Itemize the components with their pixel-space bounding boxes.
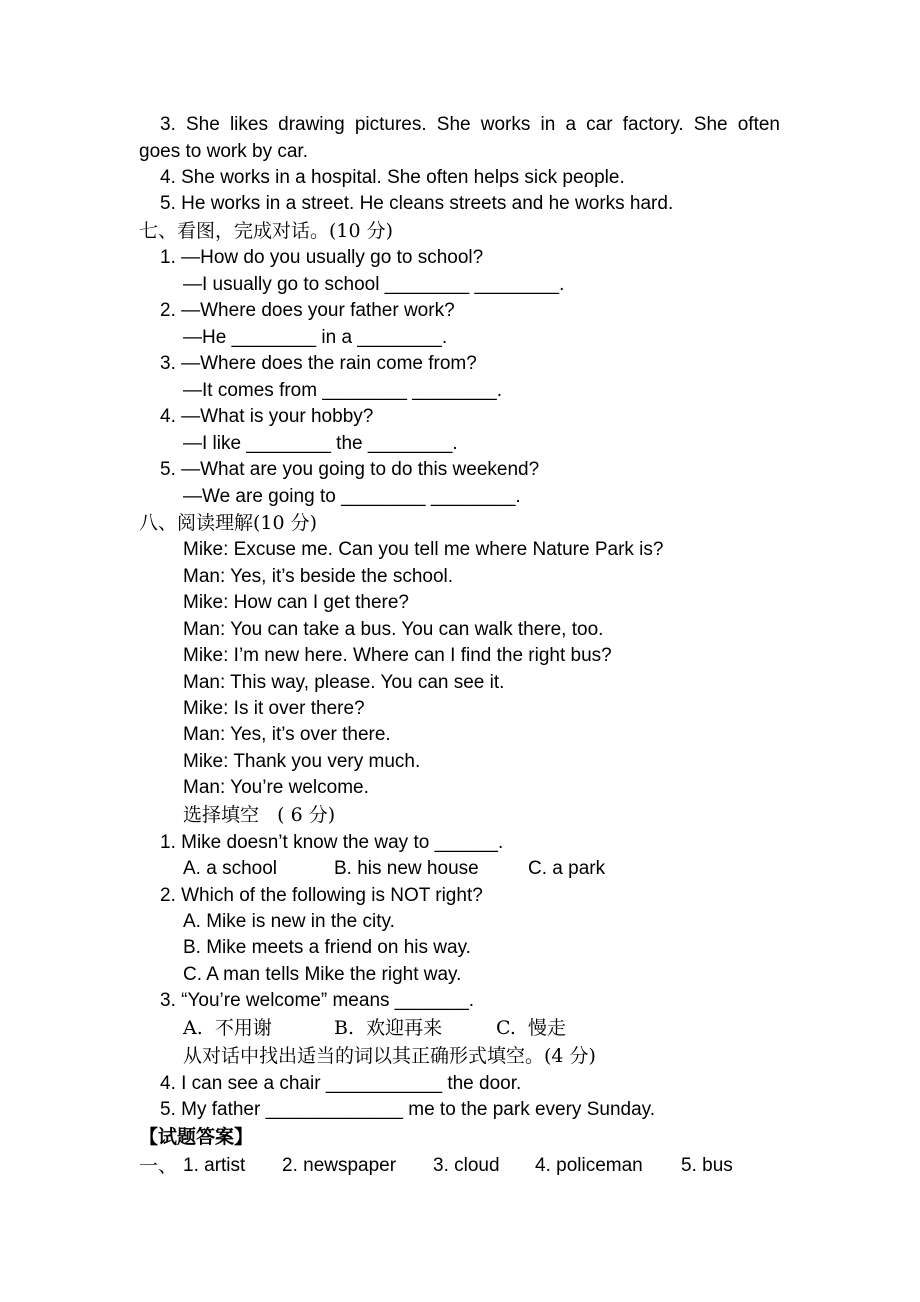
- sec7-a2: —He ________ in a ________.: [183, 327, 448, 348]
- option-a: A. 不用谢: [183, 1017, 272, 1039]
- section-8-heading: 八、阅读理解(10 分): [139, 512, 318, 534]
- option-c: C. a park: [528, 858, 606, 879]
- answer-item: 1. artist: [183, 1155, 246, 1176]
- answer-item: 4. policeman: [535, 1155, 643, 1176]
- p1-question-1: 1. Mike doesn’t know the way to ______.: [160, 832, 504, 853]
- dialogue-line: Mike: Excuse me. Can you tell me where Nature Park is?: [183, 539, 664, 560]
- dialogue-line: Man: This way, please. You can see it.: [183, 672, 505, 693]
- answers-row: [139, 1153, 733, 1179]
- p1-question-2: 2. Which of the following is NOT right?: [160, 885, 483, 906]
- sec7-q4: 4. —What is your hobby?: [160, 406, 374, 427]
- dialogue-line: Mike: Thank you very much.: [183, 751, 421, 772]
- p1-q2-option-c: C. A man tells Mike the right way.: [183, 964, 462, 985]
- sec7-a4: —I like ________ the ________.: [183, 433, 458, 454]
- sec7-q5: 5. —What are you going to do this weekend?: [160, 459, 540, 480]
- sec7-a1: —I usually go to school ________ ________.: [183, 274, 565, 295]
- item-3-line-2: goes to work by car.: [139, 141, 308, 162]
- answer-item: 3. cloud: [433, 1155, 500, 1176]
- answer-item: 5. bus: [681, 1155, 733, 1176]
- p2-question-5: 5. My father _____________ me to the park every Sunday.: [160, 1099, 656, 1120]
- p1-q1-options: [183, 856, 605, 882]
- p2-question-4: 4. I can see a chair ___________ the door.: [160, 1073, 522, 1094]
- item-4: 4. She works in a hospital. She often helps sick people.: [160, 167, 625, 188]
- item-5: 5. He works in a street. He cleans streets and he works hard.: [160, 193, 674, 214]
- part-1-heading: 选择填空 ( 6 分): [183, 804, 336, 826]
- dialogue-line: Man: Yes, it’s beside the school.: [183, 566, 454, 587]
- sec7-q1: 1. —How do you usually go to school?: [160, 247, 484, 268]
- option-b: B. 欢迎再来: [334, 1017, 443, 1039]
- dialogue-line: Mike: I’m new here. Where can I find the right bus?: [183, 645, 612, 666]
- dialogue-line: Man: You’re welcome.: [183, 777, 369, 798]
- sec7-q3: 3. —Where does the rain come from?: [160, 353, 477, 374]
- sec7-q2: 2. —Where does your father work?: [160, 300, 455, 321]
- option-b: B. his new house: [334, 858, 479, 879]
- p1-q2-option-a: A. Mike is new in the city.: [183, 911, 395, 932]
- section-7-heading: 七、看图，完成对话。(10 分): [139, 220, 394, 242]
- answers-heading: 【试题答案】: [139, 1126, 254, 1148]
- dialogue-line: Man: Yes, it’s over there.: [183, 724, 391, 745]
- dialogue-line: Man: You can take a bus. You can walk there, too.: [183, 619, 604, 640]
- answers-prefix: 一、: [139, 1155, 178, 1177]
- dialogue-line: Mike: How can I get there?: [183, 592, 409, 613]
- item-3-line-1: 3. She likes drawing pictures. She works in a car factory. She often: [160, 114, 780, 135]
- dialogue-line: Mike: Is it over there?: [183, 698, 365, 719]
- p1-q2-option-b: B. Mike meets a friend on his way.: [183, 937, 471, 958]
- option-c: C. 慢走: [496, 1017, 566, 1039]
- part-2-heading: 从对话中找出适当的词以其正确形式填空。(4 分): [183, 1045, 596, 1067]
- p1-question-3: 3. “You’re welcome” means _______.: [160, 990, 475, 1011]
- sec7-a5: —We are going to ________ ________.: [183, 486, 521, 507]
- p1-q3-options: [183, 1015, 566, 1041]
- option-a: A. a school: [183, 858, 277, 879]
- sec7-a3: —It comes from ________ ________.: [183, 380, 502, 401]
- answer-item: 2. newspaper: [282, 1155, 397, 1176]
